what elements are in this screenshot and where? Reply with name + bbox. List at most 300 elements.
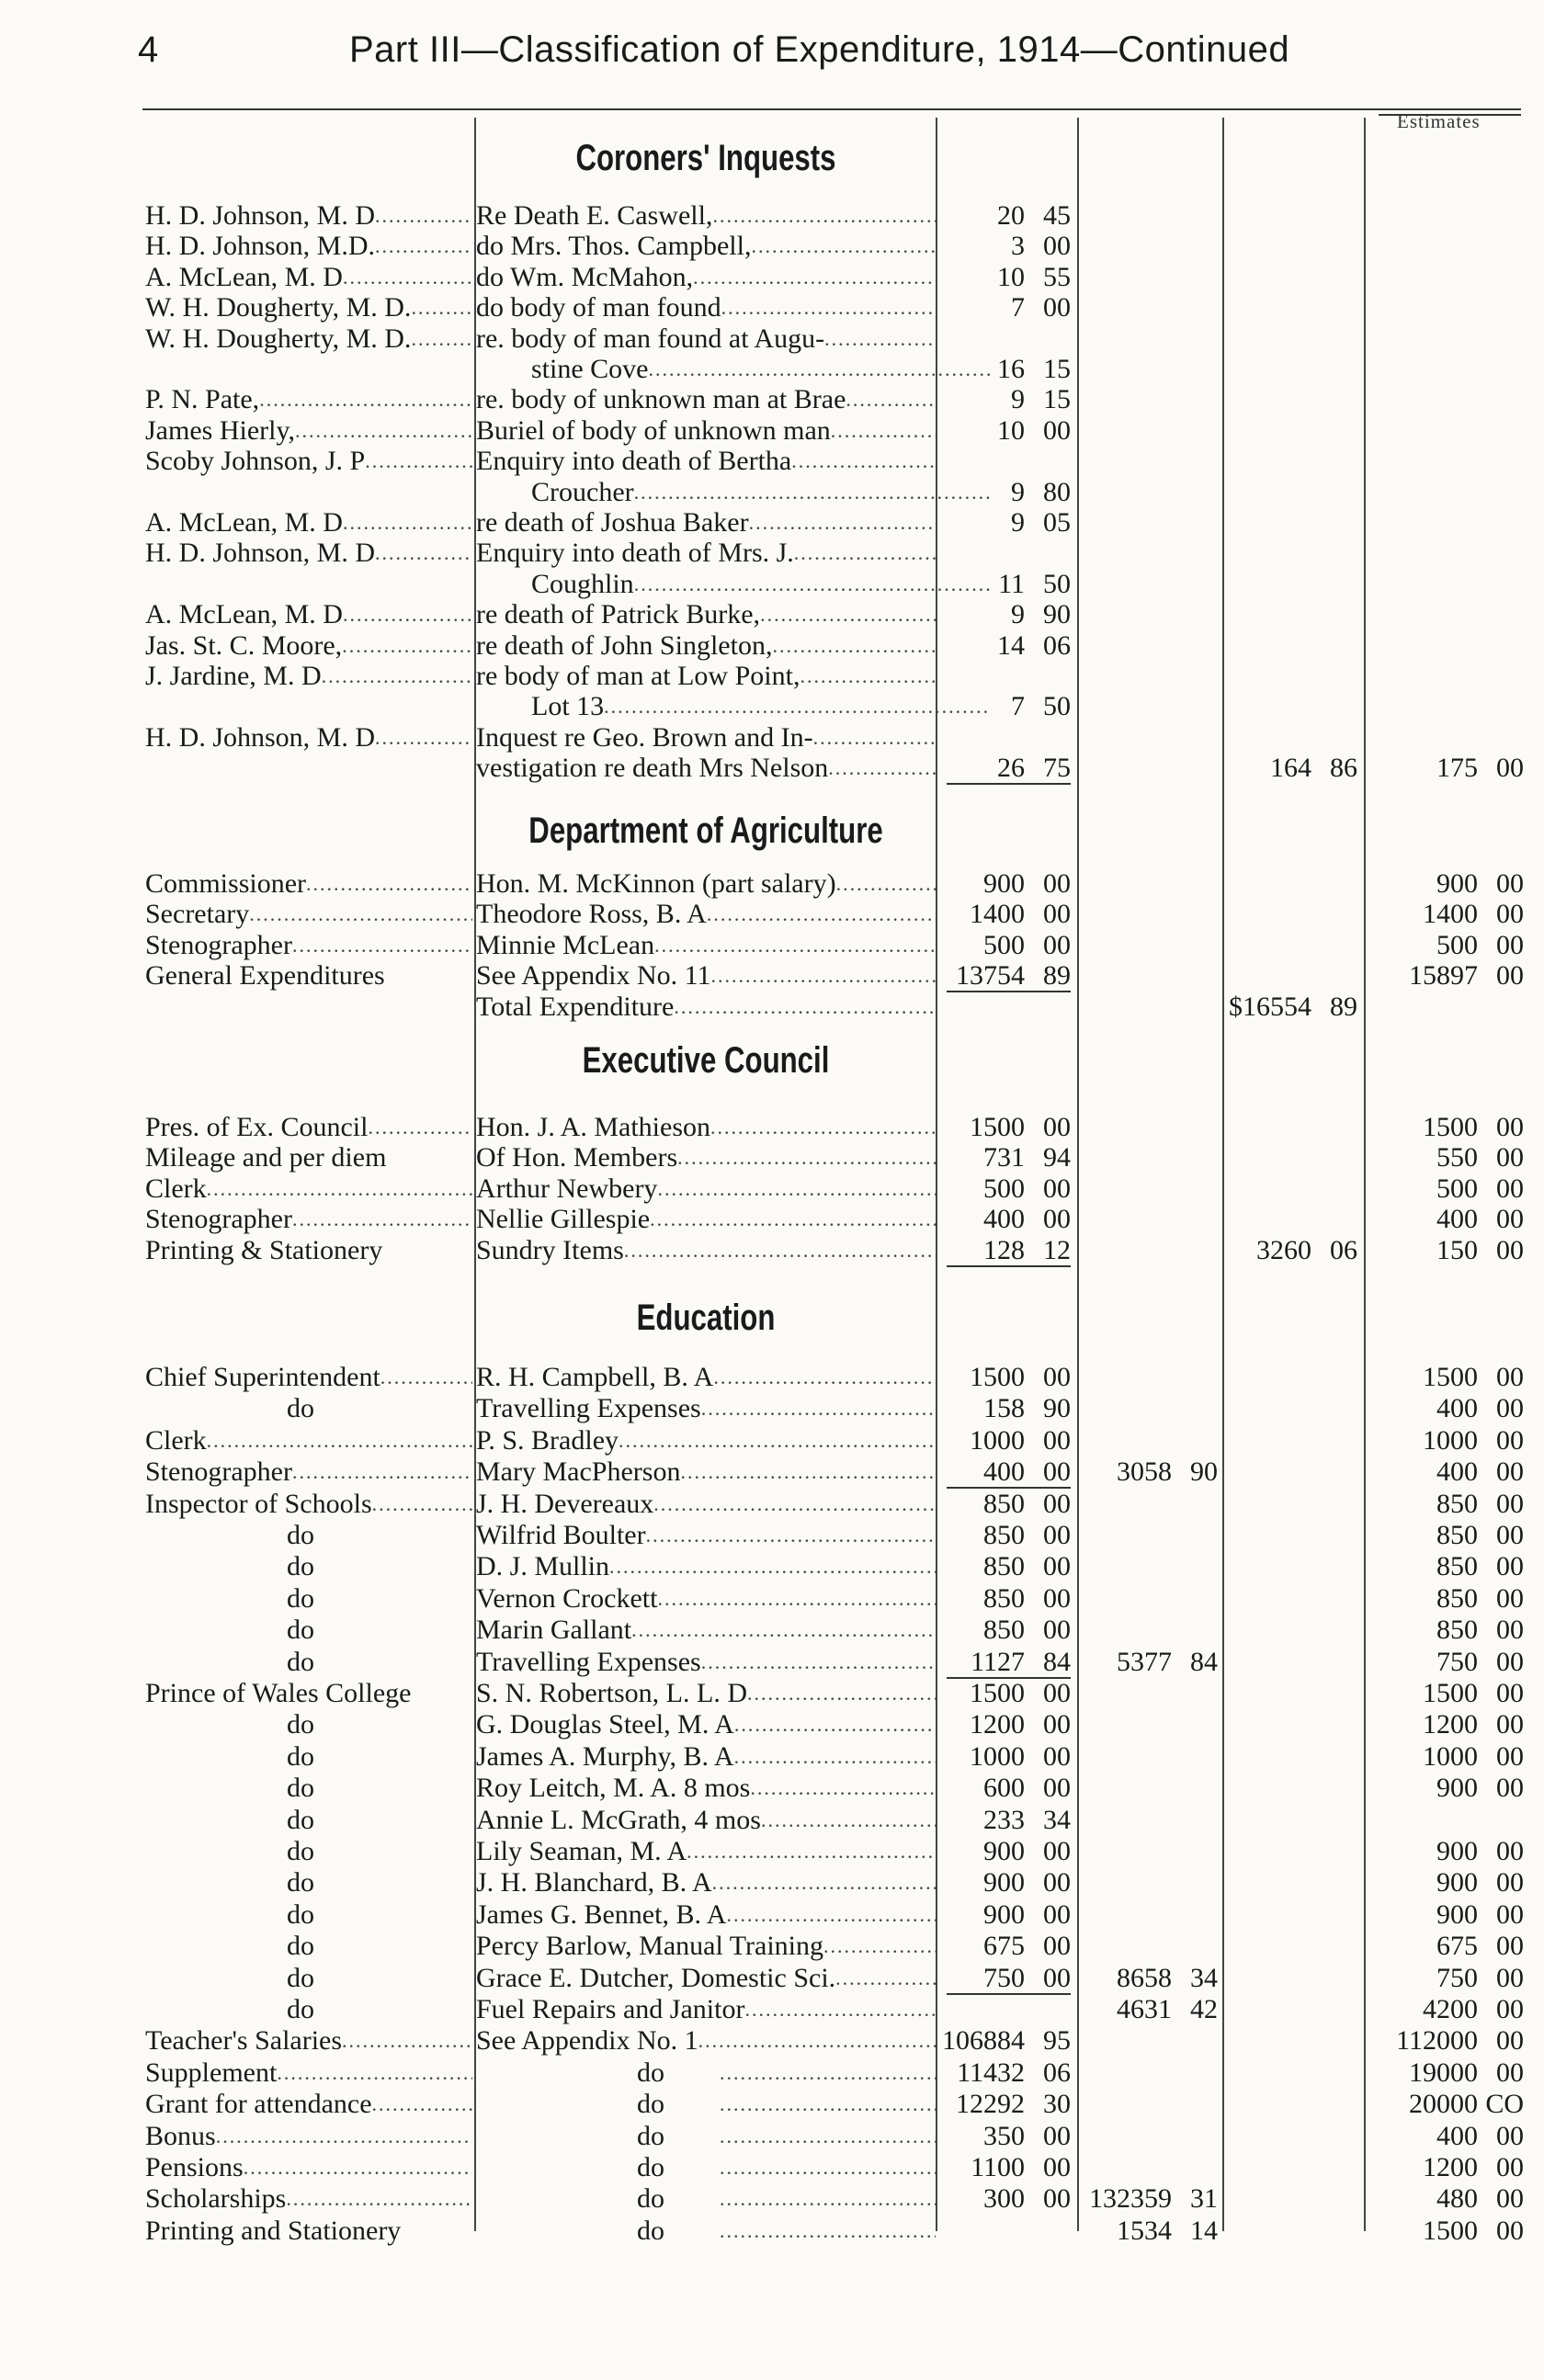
- dollars: 1000: [1423, 1424, 1478, 1456]
- description-text: Travelling Expenses: [476, 1646, 701, 1677]
- leader-dots: [749, 507, 936, 538]
- leader-dots: [295, 415, 472, 447]
- table-row: [0, 2057, 1544, 2089]
- table-row: [0, 384, 1544, 415]
- payee-cell: [145, 1836, 472, 1867]
- table-row: [0, 415, 1544, 447]
- dollars: 9: [1011, 599, 1025, 630]
- dollars: 8658: [1117, 1962, 1172, 1993]
- cents: 86: [1330, 753, 1357, 784]
- section-title: Executive Council: [582, 1040, 830, 1081]
- cents: 75: [1043, 753, 1071, 784]
- table-row: [0, 930, 1544, 961]
- leader-dots: [365, 446, 472, 477]
- description-text: Enquiry into death of Bertha: [476, 446, 792, 477]
- payee-text: Stenographer: [145, 929, 292, 960]
- cents: 00: [1043, 1740, 1071, 1772]
- header-rule: [142, 108, 1521, 110]
- table-row: [0, 2121, 1544, 2152]
- dollars: 400: [1436, 2120, 1478, 2151]
- payee-text: do: [287, 1898, 314, 1930]
- leader-dots: [687, 1836, 936, 1867]
- cents: 00: [1043, 2152, 1071, 2182]
- section-title: Department of Agriculture: [528, 810, 883, 851]
- payee-text: Secretary: [145, 899, 250, 930]
- leader-dots: [634, 477, 991, 508]
- payee-cell: [145, 384, 472, 415]
- description-text: do body of man found: [476, 292, 721, 323]
- dollars: 10: [997, 414, 1025, 446]
- cents: 06: [1330, 1234, 1357, 1265]
- description-text: Minnie McLean: [476, 929, 655, 960]
- cents: 50: [1043, 568, 1071, 599]
- leader-dots: [846, 384, 936, 415]
- cents: 80: [1043, 476, 1071, 507]
- payee-cell: [145, 1741, 472, 1773]
- description-cell: [476, 1647, 936, 1678]
- payee-cell: [145, 2183, 472, 2215]
- table-row: [0, 569, 1544, 600]
- payee-text: Commissioner: [145, 868, 307, 899]
- leader-dots: [701, 1647, 936, 1678]
- cents: 00: [1496, 2183, 1524, 2215]
- dollars: 350: [983, 2120, 1025, 2151]
- cents: 00: [1496, 1234, 1524, 1265]
- cents: 00: [1496, 2120, 1524, 2151]
- cents: 00: [1043, 1112, 1071, 1142]
- cents: 00: [1496, 1678, 1524, 1708]
- page-title: Part III—Classification of Expenditure, 1914—Continued: [349, 29, 1290, 70]
- dollars: 500: [983, 1173, 1025, 1204]
- cents: 05: [1043, 507, 1071, 538]
- description-cell: [476, 1489, 936, 1520]
- description-cell: [476, 507, 936, 538]
- dollars: 400: [983, 1456, 1025, 1488]
- table-row: [0, 2216, 1544, 2247]
- table-row: [0, 899, 1544, 930]
- payee-cell: [145, 1583, 472, 1615]
- dollars: 19000: [1409, 2057, 1478, 2088]
- payee-text: Clerk: [145, 1424, 207, 1456]
- description-text: do: [637, 2215, 664, 2246]
- dollars: 731: [983, 1142, 1025, 1173]
- cents: 00: [1043, 899, 1071, 930]
- description-cell: [476, 1899, 936, 1931]
- table-row: [0, 200, 1544, 232]
- description-text: re death of John Singleton,: [476, 629, 773, 661]
- leader-dots: [375, 722, 472, 754]
- payee-cell: [145, 323, 472, 355]
- sum-underline: [947, 1677, 1071, 1679]
- description-cell: [476, 1112, 936, 1143]
- payee-cell: [145, 2057, 472, 2089]
- payee-text: Grant for attendance: [145, 2089, 372, 2120]
- description-text: do: [637, 2152, 664, 2182]
- cents: 00: [1043, 1173, 1071, 1204]
- dollars: 500: [1436, 929, 1478, 960]
- dollars: 900: [1436, 1898, 1478, 1930]
- dollars: 1400: [970, 899, 1025, 930]
- cents: 00: [1496, 2057, 1524, 2088]
- description-text: J. H. Devereaux: [476, 1488, 654, 1519]
- cents: 15: [1043, 354, 1071, 384]
- payee-text: H. D. Johnson, M. D: [145, 538, 376, 569]
- cents: 00: [1496, 1962, 1524, 1993]
- description-text: Re Death E. Caswell,: [476, 200, 713, 231]
- table-row: [0, 1551, 1544, 1582]
- dollars: 1534: [1117, 2215, 1172, 2246]
- description-cell: [476, 599, 936, 630]
- dollars: 112000: [1396, 2025, 1478, 2057]
- dollars: 7: [1011, 691, 1025, 722]
- leader-dots: [824, 323, 936, 355]
- dollars: 3260: [1256, 1234, 1311, 1265]
- description-cell: [476, 1931, 936, 1962]
- cents: 00: [1043, 1551, 1071, 1582]
- payee-cell: [145, 930, 472, 961]
- cents: 00: [1043, 1836, 1071, 1866]
- cents: 89: [1043, 960, 1071, 992]
- description-text: Hon. M. McKinnon (part salary): [476, 868, 836, 899]
- description-text: stine Cove: [531, 354, 649, 384]
- payee-cell: [145, 1963, 472, 1994]
- payee-cell: [145, 1235, 472, 1266]
- cents: 00: [1043, 231, 1071, 262]
- leader-dots: [375, 231, 472, 262]
- payee-text: H. D. Johnson, M. D: [145, 721, 376, 753]
- cents: 00: [1043, 1362, 1071, 1392]
- dollars: 900: [983, 1836, 1025, 1866]
- leader-dots: [277, 2057, 472, 2089]
- description-text: Hon. J. A. Mathieson: [476, 1112, 710, 1142]
- dollars: 600: [983, 1773, 1025, 1804]
- payee-cell: [145, 1678, 472, 1709]
- payee-cell: [145, 1173, 472, 1205]
- leader-dots: [734, 1709, 936, 1740]
- payee-text: Pensions: [145, 2152, 244, 2182]
- dollars: 20: [997, 200, 1025, 231]
- table-row: [0, 1773, 1544, 1804]
- description-text: re death of Patrick Burke,: [476, 599, 761, 630]
- cents: 00: [1043, 929, 1071, 960]
- description-cell: [476, 1836, 936, 1867]
- dollars: 11432: [957, 2057, 1025, 2088]
- description-cell: [476, 1235, 936, 1266]
- table-row: [0, 1867, 1544, 1898]
- description-text: do: [637, 2057, 664, 2088]
- dollars: 7: [1011, 292, 1025, 323]
- payee-text: General Expenditures: [145, 960, 385, 992]
- cents: 00: [1496, 929, 1524, 960]
- cents: CO: [1485, 2089, 1524, 2120]
- cents: 00: [1496, 1204, 1524, 1235]
- payee-text: do: [287, 1740, 314, 1772]
- leader-dots: [760, 599, 936, 630]
- leader-dots: [259, 384, 472, 415]
- description-cell: [476, 1456, 936, 1488]
- payee-text: Chief Superintendent: [145, 1362, 380, 1392]
- dollars: 300: [983, 2183, 1025, 2215]
- description-cell: [476, 960, 936, 992]
- dollars: 400: [1436, 1393, 1478, 1424]
- dollars: 20000: [1409, 2089, 1478, 2120]
- table-row: [0, 538, 1544, 569]
- dollars: 1100: [971, 2152, 1025, 2182]
- dollars: 5377: [1117, 1646, 1172, 1677]
- table-row: [0, 1112, 1544, 1143]
- dollars: 1200: [1423, 1709, 1478, 1740]
- payee-text: Prince of Wales College: [145, 1678, 412, 1708]
- description-cell: [476, 1520, 936, 1551]
- payee-cell: [145, 1773, 472, 1804]
- description-cell: [476, 1615, 936, 1646]
- payee-cell: [145, 1805, 472, 1836]
- leader-dots: [372, 2089, 472, 2120]
- sum-underline: [947, 1993, 1071, 1995]
- dollars: 750: [983, 1962, 1025, 1993]
- description-text: Percy Barlow, Manual Training: [476, 1931, 824, 1962]
- payee-cell: [145, 1362, 472, 1393]
- cents: 00: [1496, 1456, 1524, 1488]
- description-text: do: [637, 2120, 664, 2151]
- dollars: 900: [1436, 1836, 1478, 1866]
- payee-text: Pres. of Ex. Council: [145, 1112, 369, 1142]
- cents: 00: [1496, 2025, 1524, 2057]
- dollars: 675: [1436, 1931, 1478, 1962]
- leader-dots: [343, 507, 472, 538]
- table-row: [0, 1678, 1544, 1709]
- dollars: 850: [1436, 1615, 1478, 1646]
- payee-cell: [145, 630, 472, 662]
- payee-text: W. H. Dougherty, M. D.: [145, 292, 412, 323]
- leader-dots: [343, 262, 472, 293]
- cents: 00: [1496, 2215, 1524, 2246]
- description-text: re body of man at Low Point,: [476, 661, 800, 691]
- payee-cell: [145, 507, 472, 538]
- dollars: 850: [1436, 1551, 1478, 1582]
- leader-dots: [657, 1173, 936, 1205]
- dollars: 1000: [1423, 1740, 1478, 1772]
- dollars: 850: [1436, 1520, 1478, 1550]
- cents: 00: [1043, 1962, 1071, 1993]
- payee-cell: [145, 899, 472, 930]
- table-row: [0, 1931, 1544, 1962]
- leader-dots: [772, 630, 936, 662]
- description-cell: [476, 262, 936, 293]
- dollars: 3058: [1117, 1456, 1172, 1488]
- dollars: 1500: [970, 1362, 1025, 1392]
- description-cell: [476, 753, 936, 784]
- leader-dots: [720, 2121, 936, 2152]
- dollars: 158: [983, 1393, 1025, 1424]
- cents: 00: [1496, 1520, 1524, 1550]
- estimates-label: Estimates: [1397, 110, 1481, 132]
- leader-dots: [207, 1425, 472, 1456]
- payee-cell: [145, 262, 472, 293]
- table-row: [0, 1583, 1544, 1615]
- cents: 00: [1496, 1646, 1524, 1677]
- dollars: 1127: [971, 1646, 1025, 1677]
- payee-text: A. McLean, M. D: [145, 507, 343, 538]
- description-cell: [476, 200, 936, 232]
- dollars: 900: [983, 1898, 1025, 1930]
- payee-text: Inspector of Schools: [145, 1488, 372, 1519]
- cents: 00: [1043, 292, 1071, 323]
- description-text: Coughlin: [531, 568, 634, 599]
- cents: 00: [1043, 1424, 1071, 1456]
- table-row: [0, 354, 1544, 385]
- payee-text: do: [287, 1709, 314, 1740]
- leader-dots: [836, 868, 936, 900]
- description-cell: [476, 1805, 936, 1836]
- payee-cell: [145, 1520, 472, 1551]
- description-cell: [476, 1994, 936, 2025]
- payee-cell: [145, 415, 472, 447]
- payee-text: James Hierly,: [145, 414, 296, 446]
- table-row: [0, 1235, 1544, 1266]
- description-cell: [476, 2089, 936, 2120]
- dollars: 500: [1436, 1173, 1478, 1204]
- cents: 00: [1043, 1678, 1071, 1708]
- leader-dots: [380, 1362, 472, 1393]
- cents: 00: [1043, 1709, 1071, 1740]
- cents: 00: [1043, 1898, 1071, 1930]
- leader-dots: [713, 1362, 936, 1393]
- description-text: G. Douglas Steel, M. A: [476, 1709, 734, 1740]
- dollars: 1000: [970, 1740, 1025, 1772]
- dollars: 13754: [956, 960, 1025, 992]
- dollars: 900: [983, 1867, 1025, 1898]
- sum-underline: [947, 783, 1071, 785]
- leader-dots: [720, 2216, 936, 2247]
- dollars: 850: [1436, 1488, 1478, 1519]
- dollars: 233: [983, 1804, 1025, 1835]
- description-text: Enquiry into death of Mrs. J.: [476, 538, 794, 569]
- payee-cell: [145, 538, 472, 569]
- payee-text: do: [287, 1551, 314, 1582]
- description-cell: [476, 538, 936, 569]
- table-row: [0, 262, 1544, 293]
- cents: 00: [1496, 753, 1524, 784]
- description-text: vestigation re death Mrs Nelson: [476, 753, 829, 784]
- cents: 34: [1043, 1804, 1071, 1835]
- payee-text: Teacher's Salaries: [145, 2025, 343, 2057]
- description-text: Lily Seaman, M. A: [476, 1836, 687, 1866]
- leader-dots: [712, 200, 936, 232]
- cents: 00: [1496, 1898, 1524, 1930]
- table-row: [0, 1836, 1544, 1867]
- leader-dots: [726, 1899, 936, 1931]
- description-cell: [476, 2183, 936, 2215]
- payee-text: W. H. Dougherty, M. D.: [145, 323, 412, 354]
- table-row: [0, 992, 1544, 1023]
- leader-dots: [823, 1931, 936, 1962]
- payee-text: do: [287, 1994, 314, 2024]
- dollars: 12292: [956, 2089, 1025, 2120]
- payee-text: do: [287, 1615, 314, 1646]
- cents: 84: [1043, 1646, 1071, 1677]
- description-cell: [476, 1773, 936, 1804]
- cents: 00: [1496, 1424, 1524, 1456]
- dollars: 900: [1436, 1867, 1478, 1898]
- leader-dots: [701, 1393, 936, 1424]
- description-text: Buriel of body of unknown man: [476, 414, 831, 446]
- dollars: 9: [1011, 384, 1025, 415]
- payee-cell: [145, 1393, 472, 1424]
- dollars: 9: [1011, 507, 1025, 538]
- leader-dots: [411, 323, 472, 355]
- dollars: 1500: [1423, 1678, 1478, 1708]
- leader-dots: [747, 1678, 936, 1709]
- payee-cell: [145, 446, 472, 477]
- leader-dots: [751, 231, 936, 262]
- leader-dots: [813, 722, 936, 754]
- description-text: James A. Murphy, B. A: [476, 1740, 734, 1772]
- payee-cell: [145, 722, 472, 754]
- payee-text: Clerk: [145, 1173, 207, 1204]
- cents: 06: [1043, 2057, 1071, 2088]
- dollars: 850: [983, 1488, 1025, 1519]
- description-cell: [476, 2057, 936, 2089]
- dollars: 1500: [970, 1112, 1025, 1142]
- payee-text: A. McLean, M. D: [145, 599, 343, 630]
- payee-text: Scoby Johnson, J. P: [145, 446, 366, 477]
- table-row: [0, 630, 1544, 662]
- cents: 31: [1190, 2183, 1218, 2215]
- leader-dots: [646, 1520, 936, 1551]
- cents: 06: [1043, 629, 1071, 661]
- description-cell: [476, 1709, 936, 1740]
- leader-dots: [720, 2089, 936, 2120]
- cents: 00: [1496, 1362, 1524, 1392]
- leader-dots: [631, 1615, 936, 1646]
- table-row: [0, 1963, 1544, 1994]
- dollars: 1400: [1423, 899, 1478, 930]
- cents: 84: [1190, 1646, 1218, 1677]
- cents: 90: [1190, 1456, 1218, 1488]
- leader-dots: [609, 1551, 936, 1582]
- payee-cell: [145, 868, 472, 900]
- table-row: [0, 1805, 1544, 1836]
- cents: 00: [1043, 414, 1071, 446]
- cents: 90: [1043, 1393, 1071, 1424]
- page-header: [138, 29, 1289, 71]
- payee-text: Jas. St. C. Moore,: [145, 629, 343, 661]
- description-text: Of Hon. Members: [476, 1142, 678, 1173]
- payee-cell: [145, 1931, 472, 1962]
- dollars: 850: [983, 1582, 1025, 1614]
- leader-dots: [375, 200, 472, 232]
- table-row: [0, 2089, 1544, 2120]
- leader-dots: [249, 899, 472, 930]
- table-row: [0, 1709, 1544, 1740]
- payee-cell: [145, 292, 472, 323]
- payee-text: do: [287, 1393, 314, 1424]
- dollars: 1200: [970, 1709, 1025, 1740]
- dollars: 400: [983, 1204, 1025, 1235]
- leader-dots: [649, 354, 992, 385]
- cents: 00: [1043, 1520, 1071, 1550]
- description-text: Annie L. McGrath, 4 mos: [476, 1804, 761, 1835]
- dollars: $16554: [1229, 991, 1311, 1022]
- cents: 00: [1496, 1173, 1524, 1204]
- dollars: 850: [983, 1615, 1025, 1646]
- description-cell: [476, 1173, 936, 1205]
- dollars: 500: [983, 929, 1025, 960]
- description-cell: [476, 415, 936, 447]
- cents: 89: [1330, 991, 1357, 1022]
- payee-text: do: [287, 1646, 314, 1677]
